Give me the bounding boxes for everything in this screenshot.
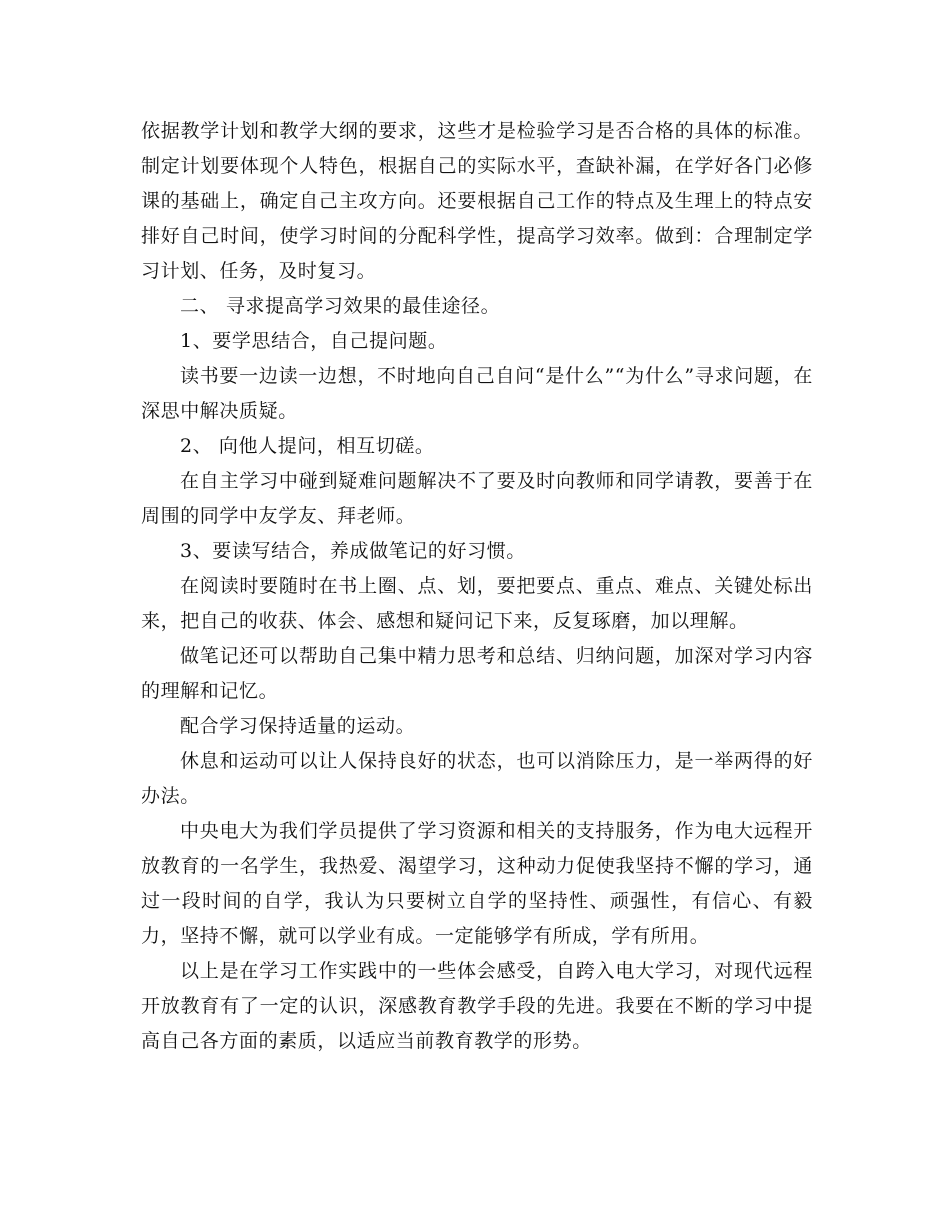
- document-body: [141, 114, 813, 1059]
- subheading-3: 3、要读写结合，养成做笔记的好习惯。: [180, 540, 526, 562]
- subheading-1: 1、要学思结合，自己提问题。: [180, 330, 448, 352]
- paragraph-9: 配合学习保持适量的运动。: [180, 715, 416, 737]
- paragraph-12: 以上是在学习工作实践中的一些体会感受，自跨入电大学习，对现代远程开放教育有了一定的认识，深感教育教学手段的先进。我要在不断的学习中提高自己各方面的素质，以适应当前教育教学的形势。: [141, 960, 813, 1052]
- paragraph-8: 做笔记还可以帮助自己集中精力思考和总结、归纳问题，加深对学习内容的理解和记忆。: [141, 645, 813, 702]
- section-heading-2: 二、 寻求提高学习效果的最佳途径。: [180, 295, 501, 317]
- paragraph-10: 休息和运动可以让人保持良好的状态，也可以消除压力，是一举两得的好办法。: [141, 750, 813, 807]
- paragraph-0: 依据教学计划和教学大纲的要求，这些才是检验学习是否合格的具体的标准。制定计划要体现个人特色，根据自己的实际水平，查缺补漏，在学好各门必修课的基础上，确定自己主攻方向。还要根据自己工作的特点及生理上的特点安排好自己时间，使学习时间的分配科学性，提高学习效率。做到：合理制定学习计划、任务，及时复习。: [141, 120, 813, 282]
- paragraph-3: 读书要一边读一边想，不时地向自己自问“是什么”“为什么”寻求问题，在深思中解决质疑。: [141, 365, 813, 422]
- paragraph-7: 在阅读时要随时在书上圈、点、划，要把要点、重点、难点、关键处标出来，把自己的收获、体会、感想和疑问记下来，反复琢磨，加以理解。: [141, 575, 813, 632]
- paragraph-5: 在自主学习中碰到疑难问题解决不了要及时向教师和同学请教，要善于在周围的同学中友学友、拜老师。: [141, 470, 813, 527]
- paragraph-11: 中央电大为我们学员提供了学习资源和相关的支持服务，作为电大远程开放教育的一名学生，我热爱、渴望学习，这种动力促使我坚持不懈的学习，通过一段时间的自学，我认为只要树立自学的坚持性、顽强性，有信心、有毅力，坚持不懈，就可以学业有成。一定能够学有所成，学有所用。: [141, 820, 813, 947]
- subheading-2: 2、 向他人提问，相互切磋。: [180, 435, 435, 457]
